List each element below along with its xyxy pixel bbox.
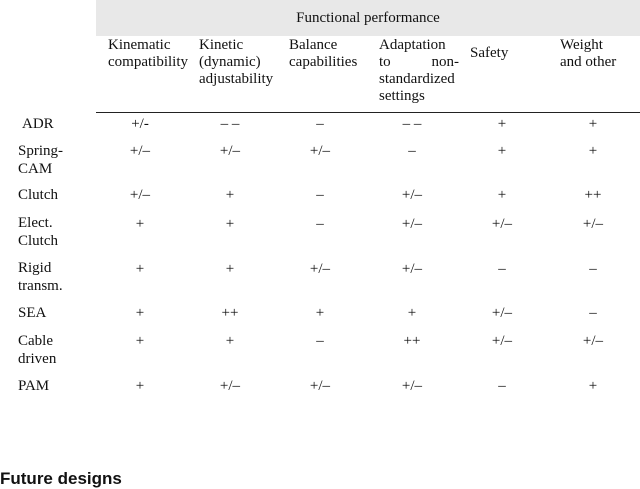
row-label-line: CAM bbox=[18, 161, 53, 177]
column-header-line: Kinematic bbox=[108, 37, 171, 53]
row-label-adr bbox=[22, 115, 54, 133]
table-cell: +/– bbox=[219, 378, 241, 394]
table-cell: + bbox=[497, 116, 507, 132]
table-cell: – bbox=[316, 116, 324, 132]
row-label-pam bbox=[18, 377, 49, 395]
column-header-line: adjustability bbox=[199, 71, 274, 87]
table-cell: + bbox=[588, 143, 598, 159]
row-label-elect-clutch bbox=[18, 214, 58, 250]
row-label-clutch bbox=[18, 186, 58, 204]
column-header-line: to non- bbox=[379, 54, 459, 70]
table-cell: + bbox=[588, 378, 598, 394]
column-header-line: Kinetic bbox=[199, 37, 244, 53]
column-header-safety bbox=[470, 45, 508, 62]
row-label-line: Cable bbox=[18, 333, 53, 349]
table-cell: ++ bbox=[584, 187, 602, 203]
row-label-line: Rigid bbox=[18, 260, 52, 276]
table-cell: +/– bbox=[401, 261, 423, 277]
row-label-line: Spring- bbox=[18, 143, 63, 159]
table-cell: – – bbox=[402, 116, 422, 132]
table-cell: + bbox=[135, 378, 145, 394]
column-header-adaptation bbox=[379, 37, 459, 105]
table-header-rule bbox=[96, 112, 640, 113]
table-cell: – bbox=[498, 261, 506, 277]
table-cell: + bbox=[225, 216, 235, 232]
table-cell: +/– bbox=[491, 305, 513, 321]
row-label-line: SEA bbox=[18, 305, 47, 321]
table-cell: +/– bbox=[309, 378, 331, 394]
table-cell: + bbox=[407, 305, 417, 321]
row-label-line: Clutch bbox=[18, 187, 58, 203]
table-cell: – – bbox=[220, 116, 240, 132]
table-cell: ++ bbox=[221, 305, 239, 321]
row-label-line: driven bbox=[18, 351, 57, 367]
table-cell: +/– bbox=[401, 378, 423, 394]
column-header-line: Weight bbox=[560, 37, 603, 53]
table-cell: – bbox=[589, 261, 597, 277]
table-cell: +/– bbox=[491, 333, 513, 349]
section-heading: Future designs bbox=[0, 469, 122, 488]
table-cell: + bbox=[497, 187, 507, 203]
table-cell: +/– bbox=[582, 216, 604, 232]
table-cell: + bbox=[588, 116, 598, 132]
row-label-line: PAM bbox=[18, 378, 50, 394]
table-cell: + bbox=[135, 333, 145, 349]
table-cell: +/– bbox=[129, 143, 151, 159]
column-header-line: Balance bbox=[289, 37, 338, 53]
table-super-header: Functional performance bbox=[296, 10, 440, 26]
row-label-sea bbox=[18, 304, 46, 322]
table-cell: + bbox=[135, 305, 145, 321]
table-cell: +/– bbox=[129, 187, 151, 203]
column-header-balance-capabilities bbox=[289, 37, 357, 71]
column-header-line: settings bbox=[379, 88, 425, 104]
column-header-weight-and-other bbox=[560, 37, 616, 71]
table-cell: + bbox=[225, 333, 235, 349]
column-header-line: capabilities bbox=[289, 54, 358, 70]
table-cell: + bbox=[225, 187, 235, 203]
table-cell: + bbox=[497, 143, 507, 159]
table-cell: +/– bbox=[582, 333, 604, 349]
table-cell: +/– bbox=[309, 261, 331, 277]
table-cell: – bbox=[408, 143, 416, 159]
table-cell: +/– bbox=[219, 143, 241, 159]
row-label-spring-cam bbox=[18, 142, 63, 178]
table-cell: +/– bbox=[309, 143, 331, 159]
row-label-cable-driven bbox=[18, 332, 56, 368]
row-label-rigid-transm bbox=[18, 259, 63, 295]
table-cell: – bbox=[316, 187, 324, 203]
table-cell: ++ bbox=[403, 333, 421, 349]
table-cell: + bbox=[135, 261, 145, 277]
table-cell: +/– bbox=[491, 216, 513, 232]
table-cell: – bbox=[316, 333, 324, 349]
column-header-line: standardized bbox=[379, 71, 455, 87]
column-header-kinetic-adjustability bbox=[199, 37, 273, 88]
row-label-line: Clutch bbox=[18, 233, 58, 249]
column-header-kinematic-compatibility bbox=[108, 37, 188, 71]
table-cell: – bbox=[316, 216, 324, 232]
column-header-line: Adaptation bbox=[379, 37, 446, 53]
table-cell: – bbox=[589, 305, 597, 321]
table-cell: +/– bbox=[401, 216, 423, 232]
table-cell: +/- bbox=[131, 116, 149, 132]
table-cell: – bbox=[498, 378, 506, 394]
table-cell: +/– bbox=[401, 187, 423, 203]
column-header-line: Safety bbox=[470, 45, 509, 61]
table-cell: + bbox=[135, 216, 145, 232]
row-label-line: transm. bbox=[18, 278, 63, 294]
column-header-line: compatibility bbox=[108, 54, 188, 70]
table-cell: + bbox=[315, 305, 325, 321]
column-header-line: and other bbox=[560, 54, 617, 70]
column-header-line: (dynamic) bbox=[199, 54, 261, 70]
table-cell: + bbox=[225, 261, 235, 277]
row-label-line: ADR bbox=[22, 116, 54, 132]
row-label-line: Elect. bbox=[18, 215, 53, 231]
